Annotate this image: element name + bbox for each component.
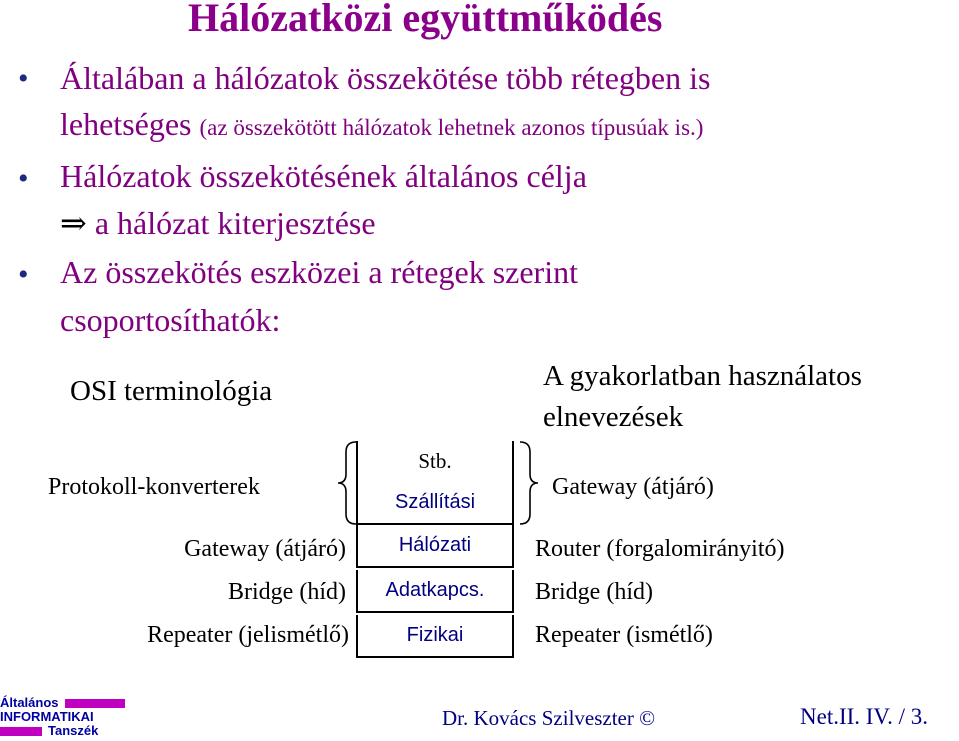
layer-physical: Fizikai <box>356 615 514 658</box>
left-gateway-label: Gateway (átjáró) <box>184 536 346 562</box>
right-bridge-label: Bridge (híd) <box>535 579 653 605</box>
left-repeater-label: Repeater (jelismétlő) <box>147 622 349 648</box>
right-brace-icon <box>518 440 540 526</box>
implies-arrow-icon: ⇒ <box>60 205 87 241</box>
practice-heading-line-2: elnevezések <box>543 401 684 433</box>
right-router-label: Router (forgalomirányitó) <box>535 536 785 562</box>
layer-datalink: Adatkapcs. <box>356 570 514 613</box>
bullet-2-line-2-text: a hálózat kiterjesztése <box>94 205 376 241</box>
logo-row-2 <box>0 710 125 724</box>
logo-bar-1 <box>65 699 125 708</box>
bullet-3-dot: • <box>18 258 29 291</box>
practice-heading-line-1: A gyakorlatban használatos <box>543 360 862 392</box>
logo-row-1 <box>0 696 125 710</box>
right-gateway-label: Gateway (átjáró) <box>552 474 714 500</box>
right-repeater-label: Repeater (ismétlő) <box>535 622 713 648</box>
bullet-1-dot: • <box>18 62 29 95</box>
footer-author: Dr. Kovács Szilveszter © <box>442 706 656 730</box>
slide-title: Hálózatközi együttműködés <box>188 0 663 40</box>
osi-terminology-heading: OSI terminológia <box>70 375 273 407</box>
bullet-2-dot: • <box>18 162 29 195</box>
left-brace-icon <box>336 440 358 526</box>
logo-line-1: Általános <box>0 695 59 710</box>
bullet-1-line-2-main: lehetséges <box>60 106 192 142</box>
bullet-1-line-1: Általában a hálózatok összekötése több rétegben is <box>60 60 711 96</box>
bullet-2-line-2 <box>60 204 376 242</box>
layer-transport: Szállítási <box>356 481 514 525</box>
footer-page-number: Net.II. IV. / 3. <box>800 704 928 729</box>
logo-line-2: INFORMATIKAI <box>0 709 94 724</box>
left-bridge-label: Bridge (híd) <box>228 579 346 605</box>
department-logo <box>0 696 125 738</box>
logo-line-3: Tanszék <box>48 723 99 738</box>
logo-row-3 <box>0 724 125 738</box>
bullet-3-line-1: Az összekötés eszközei a rétegek szerint <box>60 254 578 290</box>
bullet-1-parenthetical: (az összekötött hálózatok lehetnek azonos típusúak is.) <box>199 115 704 140</box>
bullet-1-line-2 <box>60 106 703 143</box>
protocol-converters-label: Protokoll-konverterek <box>48 474 260 500</box>
logo-bar-2 <box>0 727 42 736</box>
bullet-3-line-2: csoportosíthatók: <box>60 302 281 338</box>
layer-stb: Stb. <box>356 441 514 481</box>
layer-network: Hálózati <box>356 525 514 568</box>
bullet-2-line-1: Hálózatok összekötésének általános célja <box>60 158 587 194</box>
